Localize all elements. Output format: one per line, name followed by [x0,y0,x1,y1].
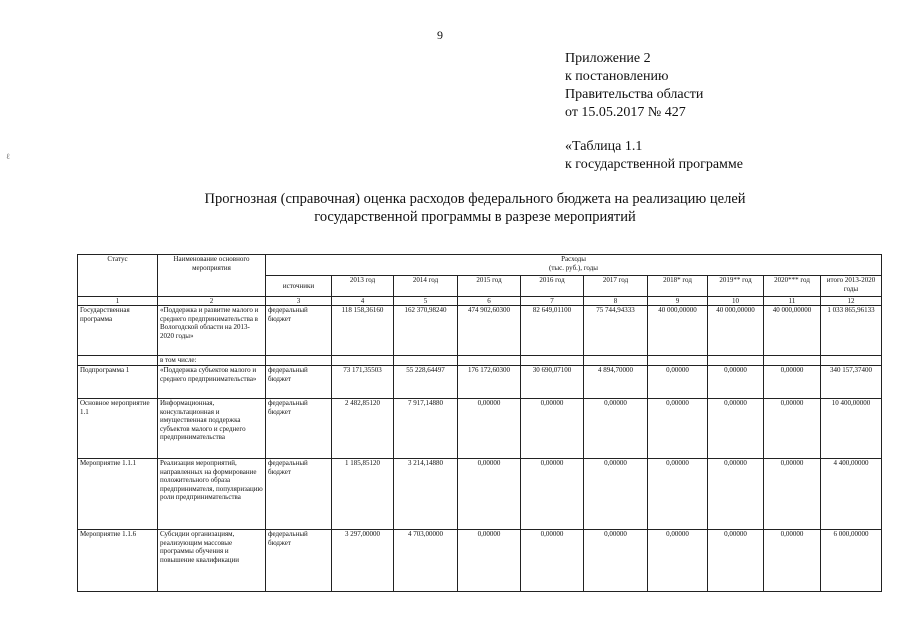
column-number: 2 [158,297,266,306]
table-row [78,366,882,399]
column-number: 8 [584,297,648,306]
row-value: 0,00000 [648,459,708,530]
row-value: 0,00000 [648,366,708,399]
header-name: Наименование основного мероприятия [158,255,266,297]
header-year: итого 2013-2020 годы [821,276,882,297]
row-value: 0,00000 [584,530,648,592]
header-sources: источники [266,276,332,297]
row-status: Государственная программа [78,306,158,356]
row-source: федеральный бюджет [266,530,332,592]
column-number: 12 [821,297,882,306]
row-value: 4 894,70000 [584,366,648,399]
row-value: 0,00000 [458,399,521,459]
table-row [78,399,882,459]
row-value: 30 690,07100 [521,366,584,399]
column-number: 11 [764,297,821,306]
header-year: 2020*** год [764,276,821,297]
appendix-line: Правительства области [565,87,704,102]
row-name: Субсидии организациям, реализующим массовые программы обучения и повышение квалификации [158,530,266,592]
header-year: 2015 год [458,276,521,297]
row-value: 0,00000 [521,530,584,592]
row-name: «Поддержка субъектов малого и среднего предпринимательства» [158,366,266,399]
row-value: 0,00000 [764,366,821,399]
appendix-line: Приложение 2 [565,51,651,66]
appendix-line: от 15.05.2017 № 427 [565,105,686,120]
row-status: Мероприятие 1.1.6 [78,530,158,592]
table-reference [565,138,743,174]
row-value [458,356,521,366]
row-value: 4 703,00000 [394,530,458,592]
header-row [78,255,882,276]
row-value: 0,00000 [708,530,764,592]
header-year: 2014 год [394,276,458,297]
row-value: 0,00000 [764,399,821,459]
appendix-line: к постановлению [565,69,669,84]
column-number-row [78,297,882,306]
row-value: 73 171,35503 [332,366,394,399]
margin-mark: ℓ [6,152,10,161]
row-value: 0,00000 [708,366,764,399]
row-value [332,356,394,366]
column-number: 10 [708,297,764,306]
header-year: 2016 год [521,276,584,297]
document-title [150,190,800,226]
table-ref-line: к государственной программе [565,157,743,172]
header-year: 2017 год [584,276,648,297]
row-value: 6 000,00000 [821,530,882,592]
row-value: 0,00000 [764,530,821,592]
column-number: 7 [521,297,584,306]
row-name: «Поддержка и развитие малого и среднего предпринимательства в Вологодской области на 2013-2020 годы» [158,306,266,356]
row-value: 0,00000 [648,399,708,459]
row-value [648,356,708,366]
row-value: 340 157,37400 [821,366,882,399]
row-value: 162 370,98240 [394,306,458,356]
row-value: 0,00000 [584,459,648,530]
row-name: в том числе: [158,356,266,366]
row-value: 4 400,00000 [821,459,882,530]
row-source: федеральный бюджет [266,399,332,459]
row-value: 0,00000 [648,530,708,592]
row-value: 0,00000 [458,459,521,530]
row-value: 55 228,64497 [394,366,458,399]
row-source: федеральный бюджет [266,306,332,356]
row-value [584,356,648,366]
table-row [78,530,882,592]
row-value [708,356,764,366]
row-value: 0,00000 [521,459,584,530]
expenses-table [77,254,882,592]
row-source: федеральный бюджет [266,459,332,530]
table-row [78,356,882,366]
column-number: 6 [458,297,521,306]
header-year: 2019** год [708,276,764,297]
table-ref-line: «Таблица 1.1 [565,139,643,154]
row-value: 7 917,14880 [394,399,458,459]
row-value: 0,00000 [764,459,821,530]
table-row [78,459,882,530]
row-value: 474 902,60300 [458,306,521,356]
row-status [78,356,158,366]
row-value: 0,00000 [458,530,521,592]
column-number: 4 [332,297,394,306]
row-name: Информационная, консультационная и имущественная поддержка субъектов малого и среднего предпринимательства [158,399,266,459]
row-name: Реализация мероприятий, направленных на формирование положительного образа предпринимателя, популяризацию роли предпринимательства [158,459,266,530]
header-year: 2018* год [648,276,708,297]
header-expenses-label: Расходы [561,255,586,263]
column-number: 1 [78,297,158,306]
header-expenses-unit: (тыс. руб.), годы [549,263,598,272]
row-value: 118 158,36160 [332,306,394,356]
header-status: Статус [78,255,158,297]
row-value [764,356,821,366]
table-row [78,306,882,356]
row-value: 40 000,00000 [764,306,821,356]
row-value [521,356,584,366]
title-line: государственной программы в разрезе мероприятий [314,209,636,225]
row-source [266,356,332,366]
row-value: 0,00000 [584,399,648,459]
row-value [394,356,458,366]
row-value: 3 297,00000 [332,530,394,592]
row-value: 3 214,14880 [394,459,458,530]
column-number: 5 [394,297,458,306]
row-value: 1 185,85120 [332,459,394,530]
row-status: Мероприятие 1.1.1 [78,459,158,530]
row-value: 0,00000 [708,459,764,530]
row-source: федеральный бюджет [266,366,332,399]
row-value: 75 744,94333 [584,306,648,356]
row-status: Подпрограмма 1 [78,366,158,399]
row-value: 2 482,85120 [332,399,394,459]
row-value: 176 172,60300 [458,366,521,399]
appendix-header [565,50,703,122]
column-number: 3 [266,297,332,306]
row-value: 40 000,00000 [648,306,708,356]
column-number: 9 [648,297,708,306]
page-number: 9 [437,28,443,42]
row-value [821,356,882,366]
title-line: Прогнозная (справочная) оценка расходов федерального бюджета на реализацию целей [204,191,746,207]
row-value: 10 400,00000 [821,399,882,459]
header-year: 2013 год [332,276,394,297]
row-value: 1 033 865,96133 [821,306,882,356]
row-value: 40 000,00000 [708,306,764,356]
row-value: 0,00000 [521,399,584,459]
row-value: 82 649,01100 [521,306,584,356]
header-expenses [266,255,882,276]
row-value: 0,00000 [708,399,764,459]
row-status: Основное мероприятие 1.1 [78,399,158,459]
